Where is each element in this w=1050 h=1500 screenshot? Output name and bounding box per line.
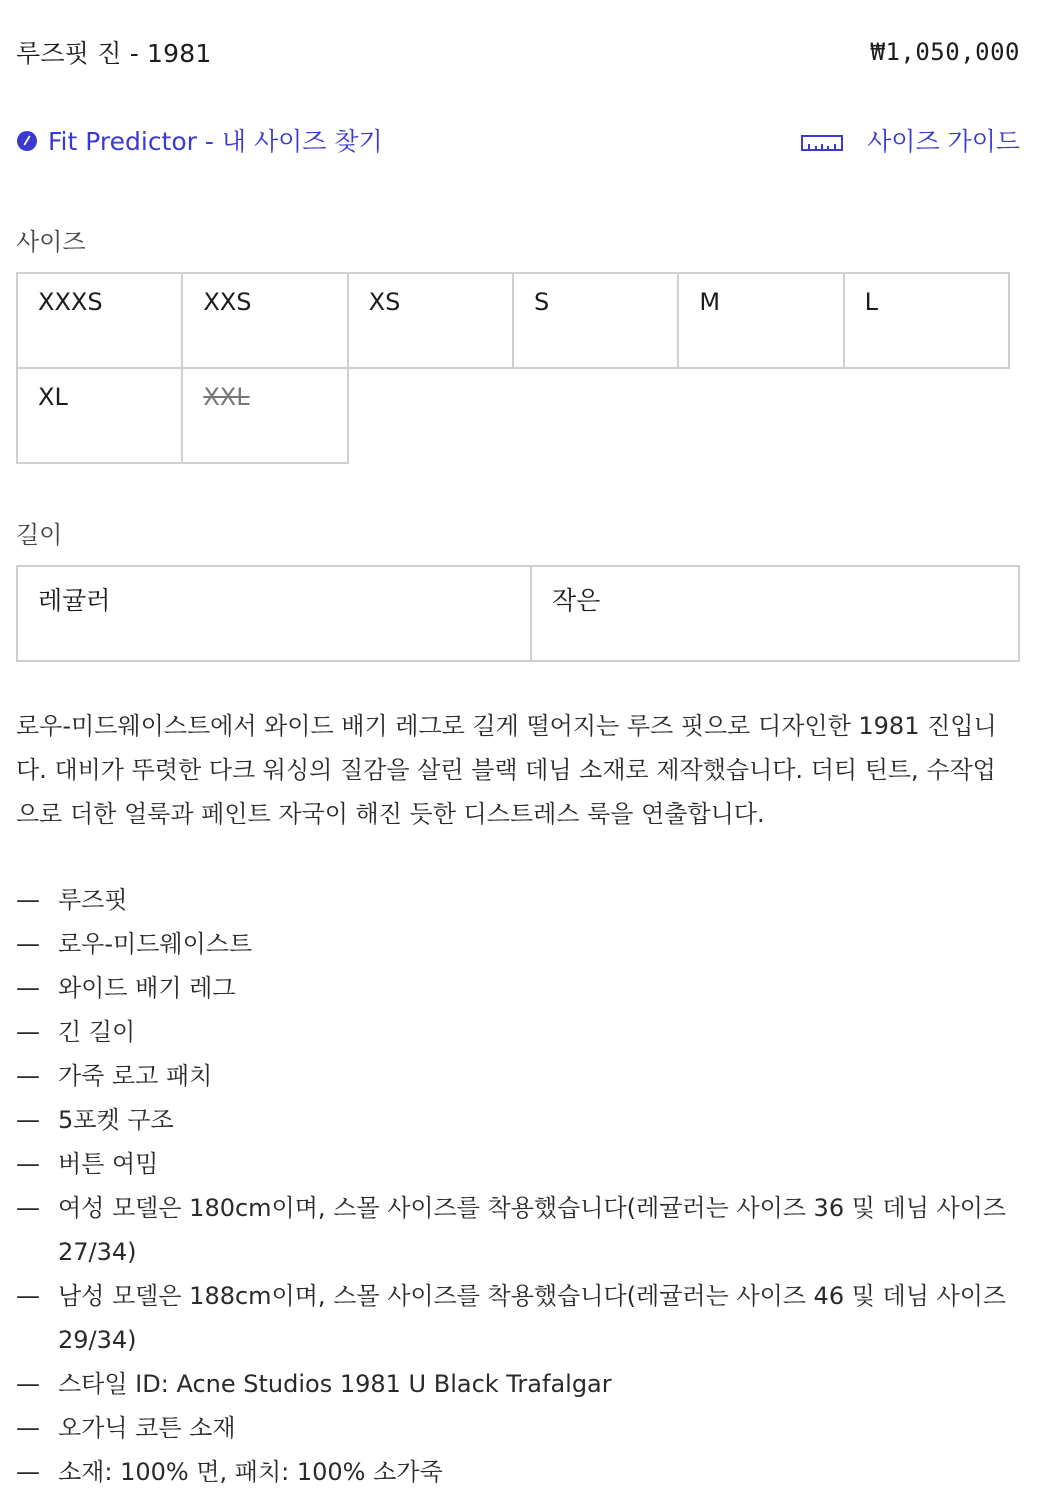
list-dash: —: [16, 1458, 40, 1486]
list-dash: —: [16, 1018, 40, 1046]
list-item: [16, 878, 1020, 922]
list-item-text: 루즈핏: [58, 886, 128, 914]
list-item-text: 오가닉 코튼 소재: [58, 1414, 236, 1442]
size-option-label: L: [864, 288, 879, 316]
size-section-label: 사이즈: [16, 228, 86, 256]
list-item-text: 긴 길이: [58, 1018, 136, 1046]
size-option-xxs[interactable]: [181, 272, 348, 369]
size-selector: [16, 272, 1020, 462]
ruler-icon: [801, 130, 843, 150]
list-dash: —: [16, 1282, 40, 1310]
list-item-text: 와이드 배기 레그: [58, 974, 236, 1002]
length-option-label: 레귤러: [38, 586, 111, 615]
list-dash: —: [16, 1370, 40, 1398]
feature-list: [16, 878, 1020, 1494]
list-item-text: 로우-미드웨이스트: [58, 930, 253, 958]
size-option-xs[interactable]: [347, 272, 514, 369]
list-item: [16, 1362, 1020, 1406]
list-dash: —: [16, 1414, 40, 1442]
size-option-label: XXS: [203, 288, 252, 316]
length-section-label: 길이: [16, 521, 63, 549]
list-item: [16, 1054, 1020, 1098]
list-item: [16, 922, 1020, 966]
list-item: [16, 1274, 1020, 1362]
product-title: 루즈핏 진 - 1981: [16, 39, 212, 68]
length-option-label: 작은: [552, 586, 601, 615]
list-item: [16, 1010, 1020, 1054]
size-option-xxxs[interactable]: [16, 272, 183, 369]
size-option-xl[interactable]: [16, 367, 183, 464]
fit-predictor-icon: [16, 129, 38, 151]
list-dash: —: [16, 974, 40, 1002]
size-option-label: M: [699, 288, 721, 316]
size-option-l[interactable]: [843, 272, 1010, 369]
list-dash: —: [16, 930, 40, 958]
length-option-regular[interactable]: [16, 565, 532, 662]
product-description: 로우-미드웨이스트에서 와이드 배기 레그로 길게 떨어지는 루즈 핏으로 디자인한 1981 진입니다. 대비가 뚜렷한 다크 워싱의 질감을 살린 블랙 데님 소재로 제작했습니다. 더티 틴트, 수작업으로 더한 얼룩과 페인트 자국이 해진 듯한 디스트레스 룩을 연출합니다.: [16, 712, 997, 828]
length-selector: [16, 565, 1020, 662]
size-option-s[interactable]: [512, 272, 679, 369]
list-item: [16, 1450, 1020, 1494]
size-row: [16, 272, 1020, 367]
list-item-text: 남성 모델은 188cm이며, 스몰 사이즈를 착용했습니다(레귤러는 사이즈 46 및 데님 사이즈 29/34): [58, 1282, 1007, 1354]
size-guide-link[interactable]: [801, 122, 1020, 158]
list-item: [16, 1186, 1020, 1274]
list-item-text: 스타일 ID: Acne Studios 1981 U Black Trafalgar: [58, 1370, 612, 1398]
list-dash: —: [16, 1194, 40, 1222]
list-item: [16, 1406, 1020, 1450]
size-option-m[interactable]: [677, 272, 844, 369]
size-option-label: XXXS: [38, 288, 103, 316]
list-item: [16, 1098, 1020, 1142]
size-option-label: S: [533, 288, 550, 316]
list-dash: —: [16, 1062, 40, 1090]
list-dash: —: [16, 886, 40, 914]
list-dash: —: [16, 1106, 40, 1134]
size-guide-label: 사이즈 가이드: [867, 127, 1020, 156]
list-item: [16, 966, 1020, 1010]
product-price: ₩1,050,000: [870, 38, 1020, 66]
list-item-text: 5포켓 구조: [58, 1106, 174, 1134]
size-option-label: XS: [368, 288, 401, 316]
list-item-text: 여성 모델은 180cm이며, 스몰 사이즈를 착용했습니다(레귤러는 사이즈 36 및 데님 사이즈 27/34): [58, 1194, 1007, 1266]
list-item: [16, 1142, 1020, 1186]
list-item-text: 버튼 여밈: [58, 1150, 159, 1178]
size-row: [16, 367, 1020, 462]
size-option-label: XL: [38, 383, 68, 411]
length-option-short[interactable]: [530, 565, 1020, 662]
fit-predictor-link[interactable]: [16, 122, 383, 158]
size-option-xxl[interactable]: [181, 367, 348, 464]
size-option-label: XXL: [203, 383, 250, 411]
list-item-text: 가죽 로고 패치: [58, 1062, 213, 1090]
product-header: [16, 34, 1020, 70]
fit-predictor-label: Fit Predictor - 내 사이즈 찾기: [48, 127, 383, 156]
list-item-text: 소재: 100% 면, 패치: 100% 소가죽: [58, 1458, 443, 1486]
list-dash: —: [16, 1150, 40, 1178]
tools-row: [16, 122, 1020, 158]
